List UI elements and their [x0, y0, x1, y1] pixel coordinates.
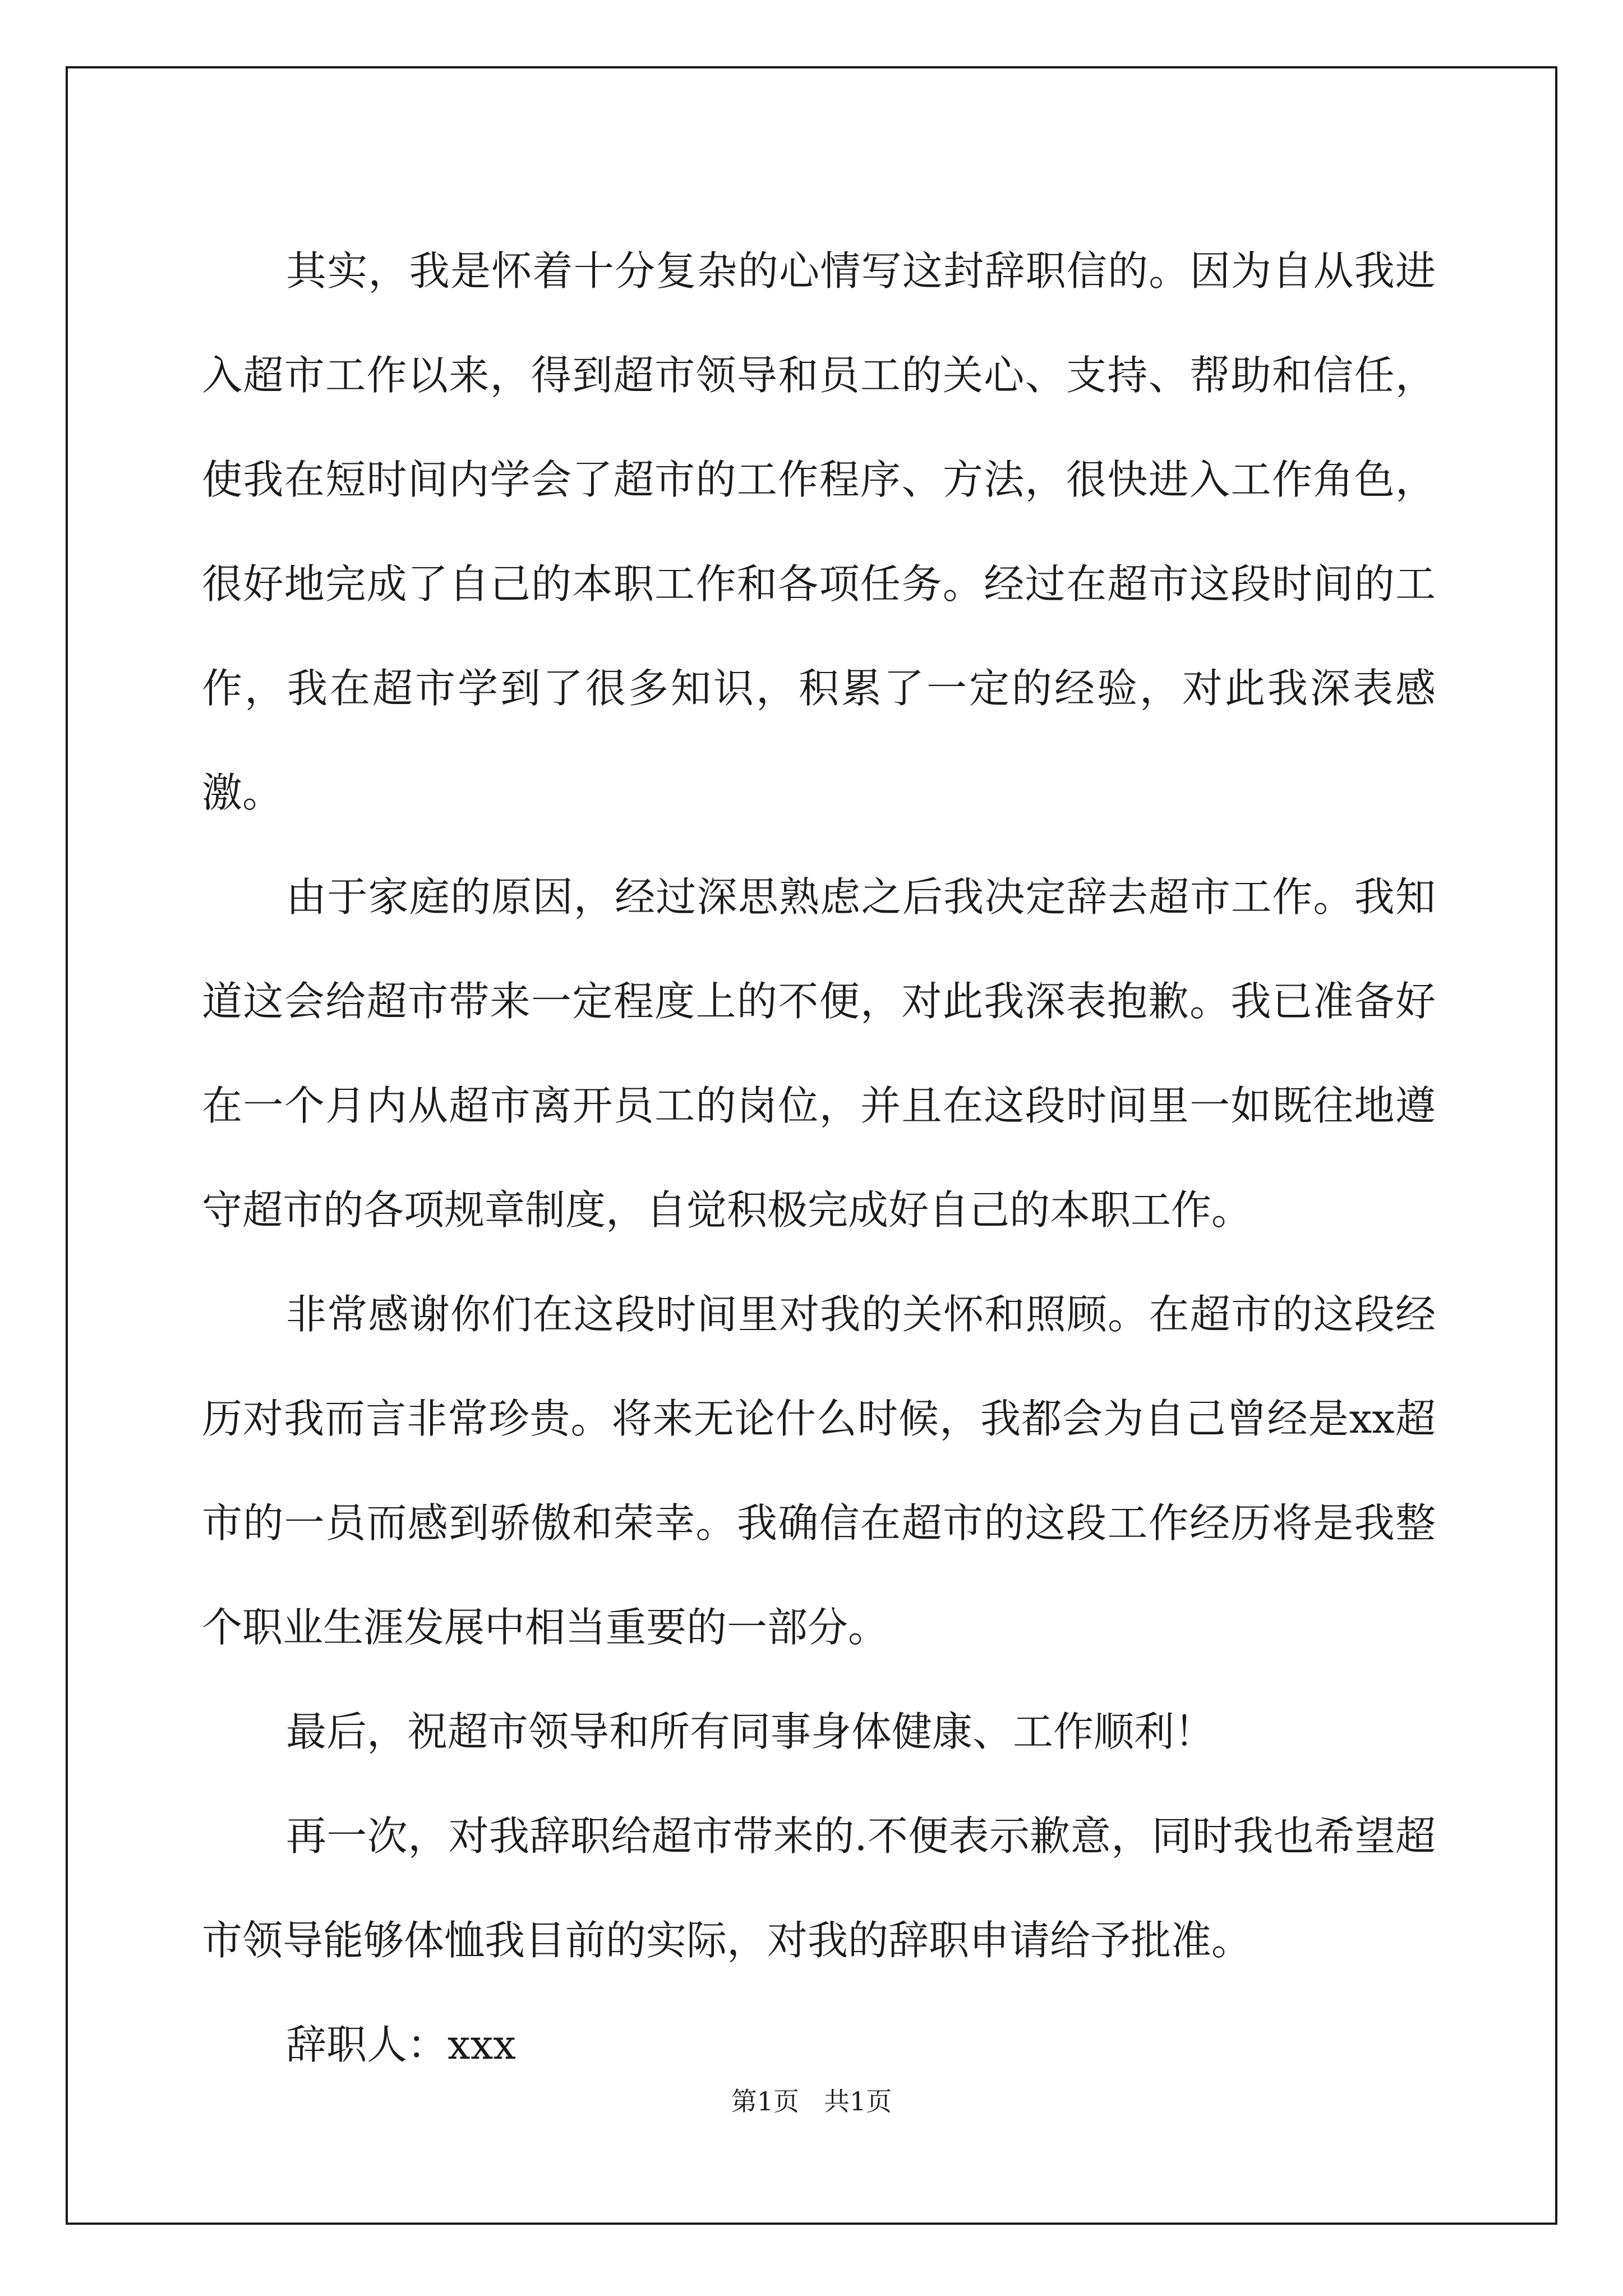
paragraph-3: 非常感谢你们在这段时间里对我的关怀和照顾。在超市的这段经历对我而言非常珍贵。将来无论什么时候，我都会为自己曾经是xx超市的一员而感到骄傲和荣幸。我确信在超市的这段工作经历将是我整个职业生涯发展中相当重要的一部分。 — [202, 1291, 1436, 1651]
page-total: 共1页 — [824, 2086, 892, 2116]
document-body — [202, 219, 1436, 2097]
paragraph-2: 由于家庭的原因，经过深思熟虑之后我决定辞去超市工作。我知道这会给超市带来一定程度上的不便，对此我深表抱歉。我已准备好在一个月内从超市离开员工的岗位，并且在这段时间里一如既往地遵守超市的各项规章制度，自觉积极完成好自己的本职工作。 — [202, 873, 1436, 1234]
page-current: 第1页 — [731, 2086, 799, 2116]
paragraph-5: 再一次，对我辞职给超市带来的.不便表示歉意，同时我也希望超市领导能够体恤我目前的实际，对我的辞职申请给予批准。 — [202, 1812, 1436, 1964]
paragraph-4: 最后，祝超市领导和所有同事身体健康、工作顺利！ — [286, 1708, 1215, 1755]
page-footer — [0, 2081, 1623, 2118]
signature-line: 辞职人：xxx — [286, 2021, 516, 2068]
paragraph-1: 其实，我是怀着十分复杂的心情写这封辞职信的。因为自从我进入超市工作以来，得到超市领导和员工的关心、支持、帮助和信任，使我在短时间内学会了超市的工作程序、方法，很快进入工作角色，很好地完成了自己的本职工作和各项任务。经过在超市这段时间的工作，我在超市学到了很多知识，积累了一定的经验，对此我深表感激。 — [202, 247, 1436, 816]
